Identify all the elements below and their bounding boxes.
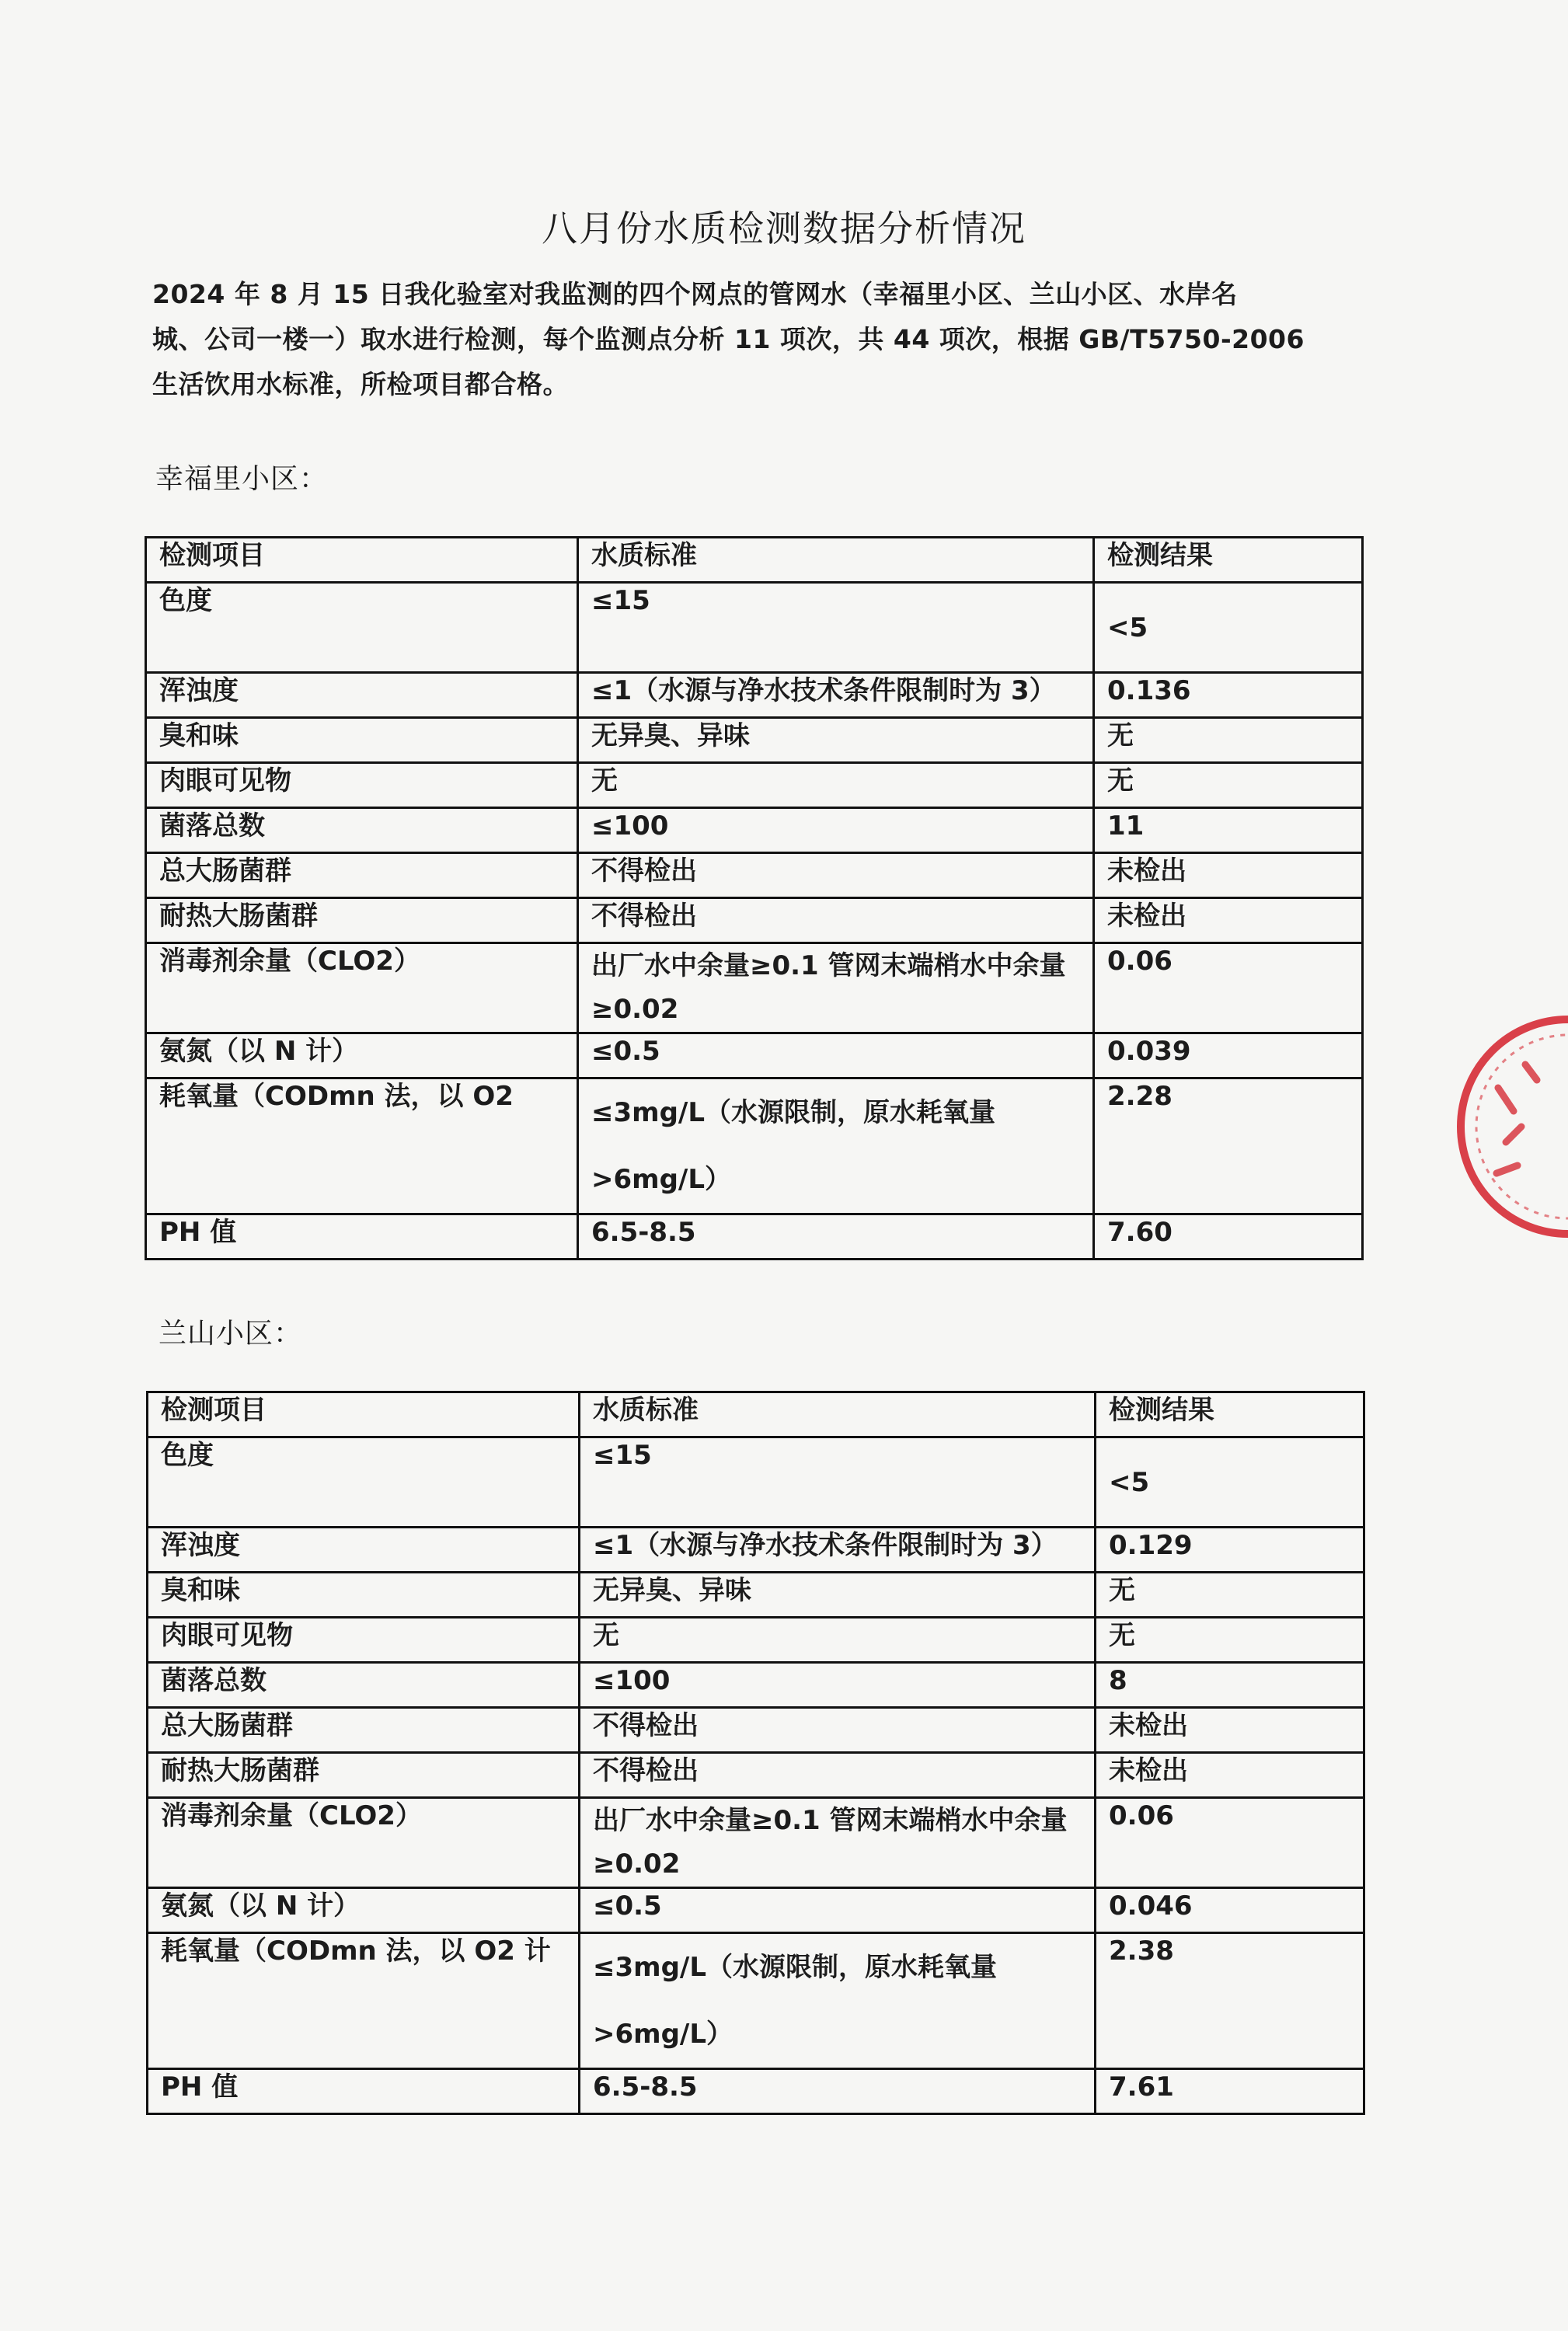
intro-line: 城、公司一楼一）取水进行检测，每个监测点分析 11 项次，共 44 项次，根据 GB/T5750-2006 [152,324,1305,354]
table-row [146,1078,1363,1214]
table-header-row [148,1392,1364,1437]
table-row [146,763,1363,808]
header-standard: 水质标准 [578,538,1094,583]
row-standard: 出厂水中余量≥0.1 管网末端梢水中余量≥0.02 [578,943,1094,1033]
table-row [148,1618,1364,1663]
row-standard: ≤3mg/L（水源限制，原水耗氧量>6mg/L） [578,1078,1094,1214]
row-item: 臭和味 [146,718,578,763]
section-label-lanshan: 兰山小区： [159,1318,303,1350]
row-item: 菌落总数 [146,808,578,853]
row-standard: 不得检出 [578,853,1094,898]
table-row [148,1888,1364,1933]
row-standard: ≤3mg/L（水源限制，原水耗氧量>6mg/L） [580,1933,1096,2069]
row-result: 0.039 [1094,1033,1363,1078]
row-item: 肉眼可见物 [146,763,578,808]
table-row [146,943,1363,1033]
table-row [146,673,1363,718]
row-item: 耐热大肠菌群 [148,1753,580,1798]
table-row [146,853,1363,898]
official-seal-icon [1451,1010,1568,1243]
row-standard: 不得检出 [580,1708,1096,1753]
table-row [146,1214,1363,1260]
row-item: 总大肠菌群 [146,853,578,898]
row-item: 耗氧量（CODmn 法，以 O2 [146,1078,578,1214]
row-standard: ≤1（水源与净水技术条件限制时为 3） [580,1528,1096,1573]
table-row [148,1708,1364,1753]
row-standard: ≤100 [578,808,1094,853]
row-standard: 出厂水中余量≥0.1 管网末端梢水中余量≥0.02 [580,1798,1096,1888]
row-result: 无 [1096,1573,1364,1618]
table-row [148,1798,1364,1888]
row-result: 0.136 [1094,673,1363,718]
row-result: 未检出 [1094,898,1363,943]
row-result: 8 [1096,1663,1364,1708]
table-row [148,1933,1364,2069]
row-standard: 6.5-8.5 [578,1214,1094,1260]
intro-line: 生活饮用水标准，所检项目都合格。 [152,369,569,399]
row-result: 无 [1096,1618,1364,1663]
row-result: 11 [1094,808,1363,853]
table-row [146,718,1363,763]
row-item: 肉眼可见物 [148,1618,580,1663]
row-item: PH 值 [146,1214,578,1260]
row-item: 色度 [148,1437,580,1528]
row-standard: 不得检出 [580,1753,1096,1798]
row-standard: 无 [580,1618,1096,1663]
table-row [148,1753,1364,1798]
row-result: <5 [1096,1437,1364,1528]
header-item: 检测项目 [148,1392,580,1437]
document-title: 八月份水质检测数据分析情况 [542,207,1026,249]
table-header-row [146,538,1363,583]
row-standard: ≤0.5 [578,1033,1094,1078]
results-table-lanshan [146,1391,1365,2115]
row-standard: 6.5-8.5 [580,2069,1096,2114]
header-standard: 水质标准 [580,1392,1096,1437]
row-standard: ≤0.5 [580,1888,1096,1933]
row-item: 氨氮（以 N 计） [146,1033,578,1078]
row-standard: ≤15 [578,583,1094,673]
row-result: 7.61 [1096,2069,1364,2114]
row-item: PH 值 [148,2069,580,2114]
row-result: 0.06 [1096,1798,1364,1888]
row-item: 耗氧量（CODmn 法，以 O2 计 [148,1933,580,2069]
row-result: 0.046 [1096,1888,1364,1933]
row-result: 未检出 [1094,853,1363,898]
row-standard: 无异臭、异味 [578,718,1094,763]
row-result: 2.28 [1094,1078,1363,1214]
table-row [148,1663,1364,1708]
row-standard: 无异臭、异味 [580,1573,1096,1618]
table-row [148,2069,1364,2114]
row-item: 耐热大肠菌群 [146,898,578,943]
table-row [146,808,1363,853]
header-result: 检测结果 [1094,538,1363,583]
row-result: <5 [1094,583,1363,673]
row-standard: 不得检出 [578,898,1094,943]
row-item: 臭和味 [148,1573,580,1618]
row-result: 无 [1094,763,1363,808]
row-item: 浑浊度 [146,673,578,718]
row-item: 色度 [146,583,578,673]
row-item: 消毒剂余量（CLO2） [148,1798,580,1888]
row-result: 7.60 [1094,1214,1363,1260]
table-row [146,898,1363,943]
row-result: 无 [1094,718,1363,763]
row-item: 氨氮（以 N 计） [148,1888,580,1933]
header-result: 检测结果 [1096,1392,1364,1437]
table-row [146,1033,1363,1078]
section-label-xingfuli: 幸福里小区： [155,463,329,495]
row-item: 总大肠菌群 [148,1708,580,1753]
row-item: 消毒剂余量（CLO2） [146,943,578,1033]
row-result: 未检出 [1096,1708,1364,1753]
row-result: 2.38 [1096,1933,1364,2069]
intro-paragraph [152,272,1364,407]
header-item: 检测项目 [146,538,578,583]
row-result: 未检出 [1096,1753,1364,1798]
table-row [148,1437,1364,1528]
row-standard: ≤15 [580,1437,1096,1528]
table-row [148,1528,1364,1573]
row-standard: ≤100 [580,1663,1096,1708]
intro-line: 2024 年 8 月 15 日我化验室对我监测的四个网点的管网水（幸福里小区、兰山小区、水岸名 [152,279,1238,309]
row-result: 0.06 [1094,943,1363,1033]
row-standard: 无 [578,763,1094,808]
table-row [148,1573,1364,1618]
results-table-xingfuli [145,536,1364,1260]
row-item: 菌落总数 [148,1663,580,1708]
row-item: 浑浊度 [148,1528,580,1573]
table-row [146,583,1363,673]
row-standard: ≤1（水源与净水技术条件限制时为 3） [578,673,1094,718]
row-result: 0.129 [1096,1528,1364,1573]
